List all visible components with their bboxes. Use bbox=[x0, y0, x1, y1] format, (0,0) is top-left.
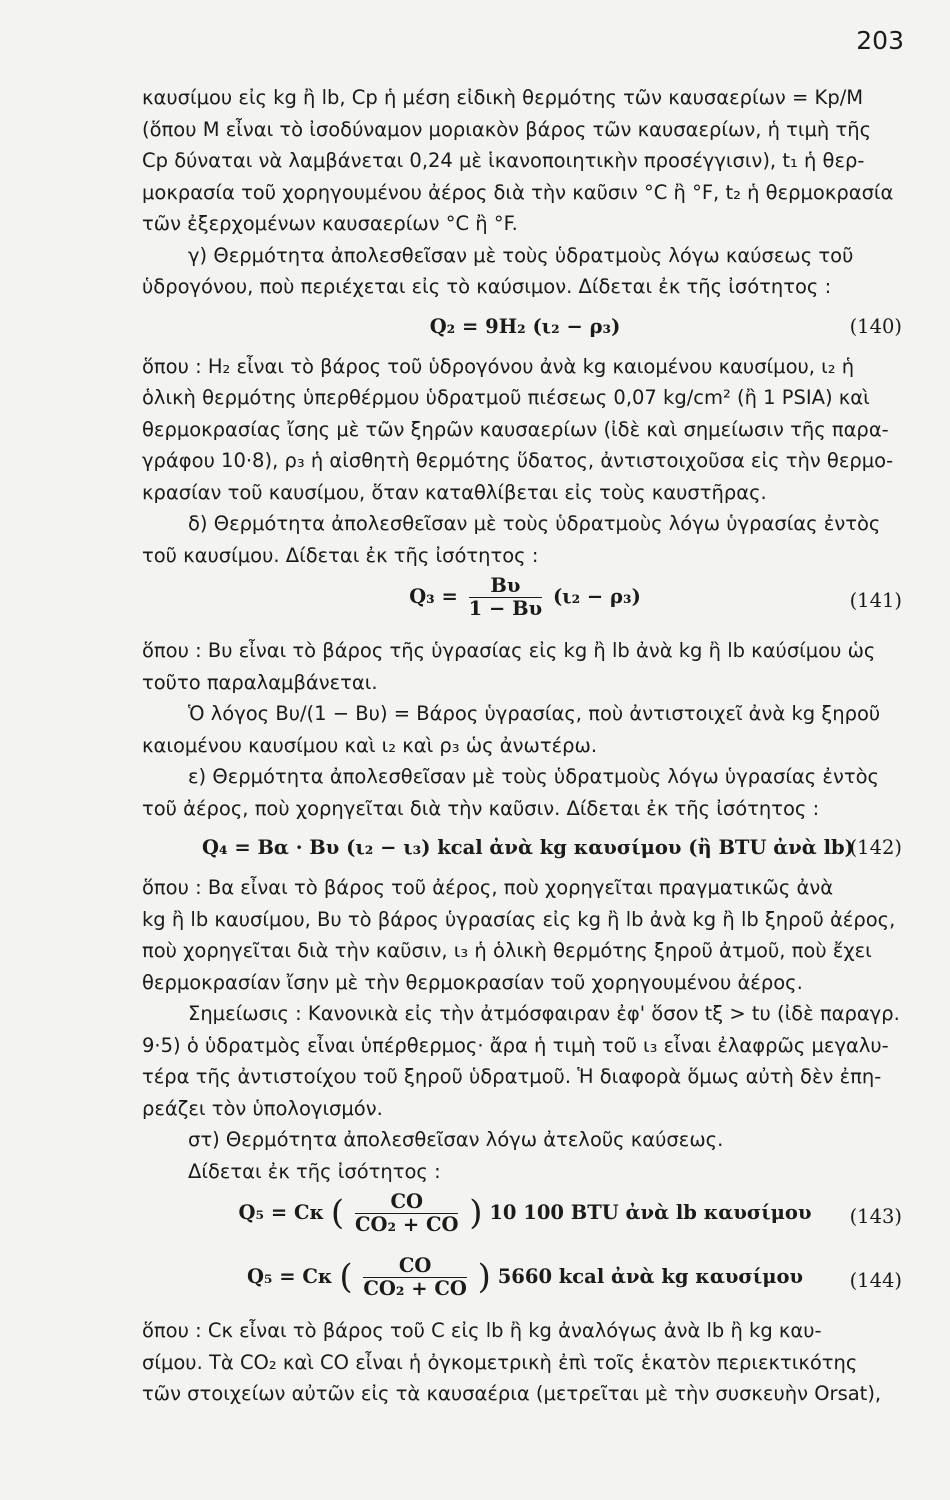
text-line: θερμοκρασίας ἴσης μὲ τῶν ξηρῶν καυσαερίων (ἰδὲ καὶ σημείωσιν τῆς παρα- bbox=[142, 417, 889, 441]
text-line: kg ἢ lb καυσίμου, Bυ τὸ βάρος ὑγρασίας εἰς kg ἢ lb ἀνὰ kg ἢ lb ξηροῦ ἀέρος, bbox=[142, 907, 896, 931]
equation-number: (144) bbox=[849, 1269, 902, 1292]
text-line: καυσίμου εἰς kg ἢ lb, Cp ἡ μέση εἰδικὴ θερμότης τῶν καυσαερίων = Kp/M bbox=[142, 86, 864, 109]
equation-number: (140) bbox=[849, 314, 902, 338]
equation-body: Q₂ = 9H₂ (ι₂ − ρ₃) bbox=[429, 314, 621, 338]
text-line: καιομένου καυσίμου καὶ ι₂ καὶ ρ₃ ὡς ἀνωτέρω. bbox=[142, 733, 598, 757]
text-line: θερμοκρασίαν ἴσην μὲ τὴν θερμοκρασίαν τοῦ χορηγουμένου ἀέρος. bbox=[142, 970, 803, 994]
text-line: τοῦ καυσίμου. Δίδεται ἐκ τῆς ἰσότητος : bbox=[142, 543, 539, 567]
equation-lhs: Q₃ = bbox=[409, 585, 458, 608]
paren-open: ( bbox=[330, 1192, 345, 1233]
text-line: ὅπου : H₂ εἶναι τὸ βάρος τοῦ ὑδρογόνου ἀνὰ kg καιομένου καυσίμου, ι₂ ἡ bbox=[142, 354, 855, 378]
text-line: ὅπου : Cκ εἶναι τὸ βάρος τοῦ C εἰς lb ἢ kg ἀναλόγως ἀνὰ lb ἢ kg καυ- bbox=[142, 1319, 822, 1342]
text-line: ποὺ χορηγεῖται διὰ τὴν καῦσιν, ι₃ ἡ ὁλικὴ θερμότης ξηροῦ ἀτμοῦ, ποὺ ἔχει bbox=[142, 939, 872, 962]
text-line: ὅπου : Bυ εἶναι τὸ βάρος τῆς ὑγρασίας εἰς kg ἢ lb ἀνὰ kg ἢ lb καύσίμου ὡς bbox=[142, 639, 876, 662]
equation-body bbox=[142, 1191, 908, 1236]
equation-143 bbox=[142, 1187, 908, 1251]
equation-body: Q₄ = Bα · Bυ (ι₂ − ι₃) kcal ἀνὰ kg καυσίμου (ἢ BTU ἀνὰ lb) bbox=[202, 836, 854, 859]
equation-144 bbox=[142, 1251, 908, 1315]
fraction-denominator: CO₂ + CO bbox=[363, 1277, 467, 1300]
text-line: 9·5) ὁ ὑδρατμὸς εἶναι ὑπέρθερμος· ἄρα ἡ τιμὴ τοῦ ι₃ εἶναι ἐλαφρῶς μεγαλυ- bbox=[142, 1033, 889, 1057]
text-line: ὁλικὴ θερμότης ὑπερθέρμου ὑδρατμοῦ πιέσεως 0,07 kg/cm² (ἢ 1 PSIA) καὶ bbox=[142, 386, 870, 409]
text-line: Σημείωσις : Κανονικὰ εἰς τὴν ἀτμόσφαιραν ἐφ' ὅσον tξ > tυ (ἰδὲ παραγρ. bbox=[188, 1002, 900, 1025]
equation-lhs: Q₅ = Cκ bbox=[238, 1201, 325, 1224]
text-line: μοκρασία τοῦ χορηγουμένου ἀέρος διὰ τὴν καῦσιν °C ἢ °F, t₂ ἡ θερμοκρασία bbox=[142, 180, 894, 204]
text-line: (ὅπου M εἶναι τὸ ἰσοδύναμον μοριακὸν βάρος τῶν καυσαερίων, ἡ τιμὴ τῆς bbox=[142, 117, 872, 141]
fraction-numerator: Bυ bbox=[469, 575, 543, 598]
fraction-denominator: 1 − Bυ bbox=[468, 597, 543, 620]
fraction bbox=[363, 1255, 466, 1300]
text-line: σίμου. Τὰ CO₂ καὶ CO εἶναι ἡ ὀγκομετρικὴ ἐπὶ τοῖς ἑκατὸν περιεκτικότης bbox=[142, 1350, 858, 1374]
text-line: Ὁ λόγος Bυ/(1 − Bυ) = Βάρος ὑγρασίας, ποὺ ἀντιστοιχεῖ ἀνὰ kg ξηροῦ bbox=[188, 702, 881, 725]
body-text bbox=[142, 82, 908, 1410]
text-line: τοῦ ἀέρος, ποὺ χορηγεῖται διὰ τὴν καῦσιν. Δίδεται ἐκ τῆς ἰσότητος : bbox=[142, 796, 820, 820]
text-line: ὑδρογόνου, ποὺ περιέχεται εἰς τὸ καύσιμον. Δίδεται ἐκ τῆς ἰσότητος : bbox=[142, 275, 832, 298]
paren-close: ) bbox=[469, 1192, 483, 1233]
fraction-denominator: CO₂ + CO bbox=[354, 1213, 459, 1236]
equation-rhs: 5660 kcal ἀνὰ kg καυσίμου bbox=[497, 1265, 804, 1288]
equation-141 bbox=[142, 571, 908, 635]
paren-close: ) bbox=[477, 1256, 491, 1297]
fraction bbox=[355, 1191, 458, 1236]
text-line: Cp δύναται νὰ λαμβάνεται 0,24 μὲ ἱκανοποιητικὴν προσέγγισιν), t₁ ἡ θερ- bbox=[142, 149, 865, 172]
text-line: τέρα τῆς ἀντιστοίχου τοῦ ξηροῦ ὑδρατμοῦ. Ἡ διαφορὰ ὅμως αὐτὴ δὲν ἐπη- bbox=[142, 1065, 882, 1088]
fraction-numerator: CO bbox=[363, 1255, 466, 1278]
equation-rhs: (ι₂ − ρ₃) bbox=[552, 585, 641, 608]
equation-140 bbox=[142, 303, 908, 351]
equation-rhs: 10 100 BTU ἀνὰ lb καυσίμου bbox=[489, 1201, 812, 1224]
fraction-numerator: CO bbox=[355, 1191, 458, 1214]
text-line: στ) Θερμότητα ἀπολεσθεῖσαν λόγω ἀτελοῦς καύσεως. bbox=[188, 1128, 724, 1151]
text-line: ρεάζει τὸν ὑπολογισμόν. bbox=[142, 1096, 383, 1120]
equation-number: (142) bbox=[849, 836, 902, 859]
text-line: γ) Θερμότητα ἀπολεσθεῖσαν μὲ τοὺς ὑδρατμοὺς λόγω καύσεως τοῦ bbox=[188, 243, 854, 267]
equation-body bbox=[142, 575, 908, 620]
text-line: τοῦτο παραλαμβάνεται. bbox=[142, 670, 378, 694]
equation-142 bbox=[142, 824, 908, 872]
equation-lhs: Q₅ = Cκ bbox=[246, 1265, 333, 1288]
text-line: Δίδεται ἐκ τῆς ἰσότητος : bbox=[188, 1159, 441, 1183]
text-line: τῶν ἐξερχομένων καυσαερίων °C ἢ °F. bbox=[142, 212, 518, 235]
text-line: ε) Θερμότητα ἀπολεσθεῖσαν μὲ τοὺς ὑδρατμοὺς λόγω ὑγρασίας ἐντὸς bbox=[188, 765, 879, 788]
text-line: ὅπου : Bα εἶναι τὸ βάρος τοῦ ἀέρος, ποὺ χορηγεῖται πραγματικῶς ἀνὰ bbox=[142, 876, 834, 899]
equation-number: (143) bbox=[849, 1205, 902, 1228]
text-line: κρασίαν τοῦ καυσίμου, ὅταν καταθλίβεται εἰς τοὺς καυστῆρας. bbox=[142, 480, 767, 504]
text-line: γράφου 10·8), ρ₃ ἡ αἰσθητὴ θερμότης ὕδατος, ἀντιστοιχοῦσα εἰς τὴν θερμο- bbox=[142, 449, 894, 472]
paren-open: ( bbox=[339, 1256, 353, 1297]
equation-body bbox=[142, 1255, 908, 1300]
text-line: δ) Θερμότητα ἀπολεσθεῖσαν μὲ τοὺς ὑδρατμοὺς λόγω ὑγρασίας ἐντὸς bbox=[188, 512, 881, 535]
fraction bbox=[469, 575, 543, 620]
page-number: 203 bbox=[856, 26, 904, 55]
text-line: τῶν στοιχείων αὐτῶν εἰς τὰ καυσαέρια (μετρεῖται μὲ τὴν συσκευὴν Orsat), bbox=[142, 1382, 882, 1405]
equation-number: (141) bbox=[849, 589, 902, 612]
